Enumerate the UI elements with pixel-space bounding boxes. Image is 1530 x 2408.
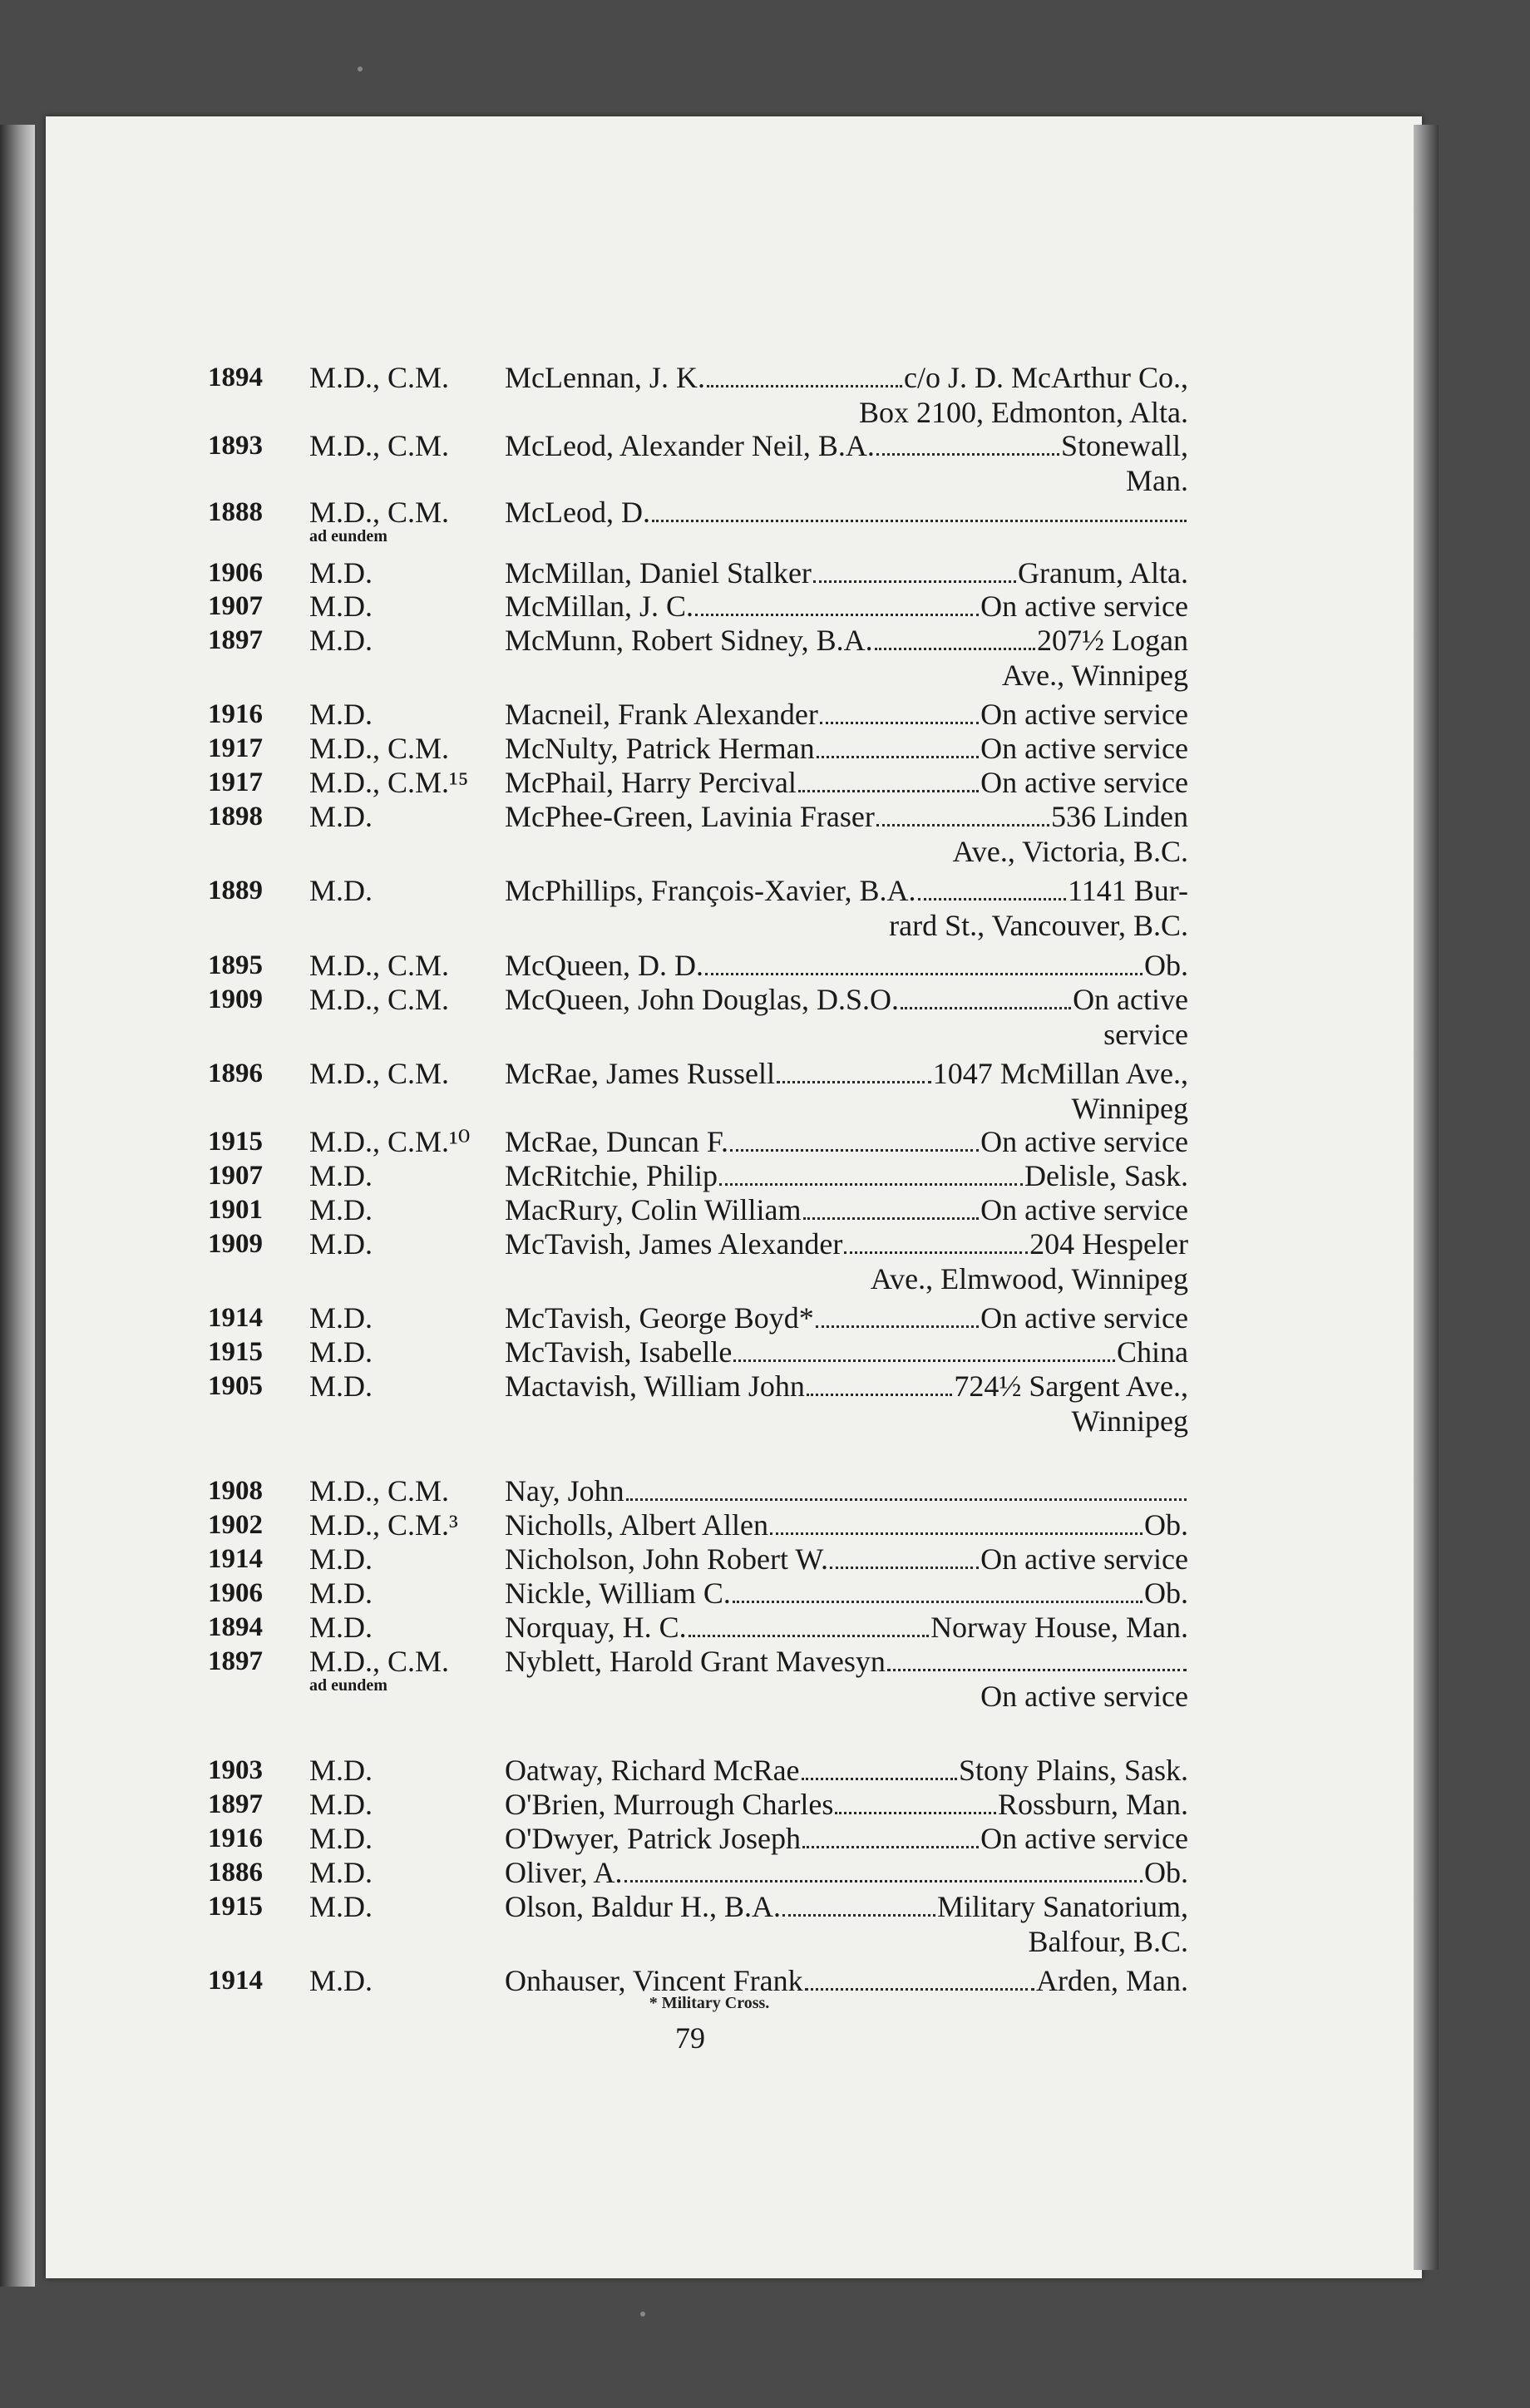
entry-line (505, 1820, 1188, 1857)
graduation-year: 1906 (208, 1578, 263, 1608)
list-item (0, 1854, 1530, 1892)
dot-leader (875, 626, 1035, 650)
person-name: McQueen, John Douglas, D.S.O. (505, 983, 899, 1016)
dot-leader (876, 432, 1059, 456)
entry-line (505, 872, 1188, 909)
list-item (0, 981, 1530, 1051)
address-continuation: service (1103, 1018, 1188, 1051)
page-number: 79 (675, 2021, 705, 2055)
graduation-year: 1896 (208, 1058, 263, 1088)
address: China (1117, 1335, 1188, 1369)
address: On active service (980, 1301, 1188, 1335)
person-name: Nicholson, John Robert W. (505, 1542, 829, 1576)
address-continuation: Ave., Elmwood, Winnipeg (870, 1262, 1188, 1295)
degree: M.D. (309, 1822, 373, 1855)
address: On active service (980, 1822, 1188, 1855)
dot-leader (802, 1756, 957, 1780)
degree: M.D. (309, 1788, 373, 1821)
graduation-year: 1897 (208, 1789, 263, 1819)
degree: M.D., C.M.¹⁰ (309, 1125, 471, 1158)
dot-leader (624, 1858, 1143, 1882)
dot-leader (876, 802, 1049, 827)
person-name: Nay, John (505, 1474, 624, 1507)
degree: M.D. (309, 800, 373, 833)
address: On active (1073, 983, 1188, 1016)
list-item (0, 1507, 1530, 1545)
list-item (0, 1123, 1530, 1162)
degree: M.D., C.M.³ (309, 1508, 458, 1542)
person-name: Macneil, Frank Alexander (505, 698, 818, 731)
list-item (0, 427, 1530, 497)
list-item (0, 1334, 1530, 1372)
graduation-year: 1914 (208, 1544, 263, 1574)
degree: M.D. (309, 698, 373, 731)
entry-line (505, 1609, 1188, 1646)
degree: M.D., C.M. (309, 949, 450, 982)
person-name: McNulty, Patrick Herman (505, 732, 815, 765)
graduation-year: 1893 (208, 431, 263, 461)
entry-line (505, 1123, 1188, 1160)
person-name: McMillan, Daniel Stalker (505, 556, 812, 590)
person-name: McRae, Duncan F. (505, 1125, 729, 1158)
person-name: McLeod, D. (505, 496, 650, 529)
entry-line (505, 1226, 1188, 1262)
degree: M.D., C.M. (309, 983, 450, 1016)
degree: M.D., C.M. (309, 1057, 450, 1090)
degree: M.D. (309, 874, 373, 907)
person-name: Norquay, H. C. (505, 1611, 687, 1644)
degree: M.D. (309, 1542, 373, 1576)
person-name: Nyblett, Harold Grant Mavesyn (505, 1645, 886, 1678)
entry-line (505, 494, 1188, 530)
address-continuation: rard St., Vancouver, B.C. (889, 909, 1188, 942)
person-name: Nicholls, Albert Allen (505, 1508, 768, 1542)
dot-leader (805, 1966, 1034, 1991)
list-item (0, 730, 1530, 768)
degree: M.D., C.M.¹⁵ (309, 766, 469, 799)
person-name: McTavish, Isabelle (505, 1335, 733, 1369)
degree: M.D., C.M. (309, 732, 450, 765)
address: 1141 Bur- (1068, 874, 1188, 907)
graduation-year: 1915 (208, 1892, 263, 1922)
graduation-year: 1897 (208, 625, 263, 655)
person-name: MacRury, Colin William (505, 1193, 802, 1226)
address-continuation: Box 2100, Edmonton, Alta. (859, 396, 1188, 429)
degree: M.D. (309, 1856, 373, 1889)
entry-line (505, 1752, 1188, 1789)
degree: M.D. (309, 624, 373, 657)
list-item (0, 872, 1530, 942)
dot-leader (813, 559, 1016, 583)
address-continuation: Balfour, B.C. (1028, 1925, 1188, 1958)
address: 536 Linden (1051, 800, 1188, 833)
entry-line (505, 1300, 1188, 1336)
entry-line (505, 1334, 1188, 1370)
address-continuation: On active service (980, 1680, 1188, 1713)
list-item (0, 798, 1530, 868)
list-item (0, 1541, 1530, 1579)
list-item (0, 588, 1530, 626)
graduation-year: 1908 (208, 1476, 263, 1506)
list-item (0, 1473, 1530, 1511)
list-item (0, 696, 1530, 734)
person-name: McPhail, Harry Percival (505, 766, 797, 799)
person-name: McRae, James Russell (505, 1057, 775, 1090)
address-continuation: Man. (1126, 464, 1188, 497)
degree-note: ad eundem (309, 527, 387, 545)
address: Ob. (1144, 1508, 1188, 1542)
entry-line (505, 1157, 1188, 1194)
graduation-year: 1894 (208, 1612, 263, 1642)
address: On active service (980, 766, 1188, 799)
entry-line (505, 764, 1188, 801)
graduation-year: 1886 (208, 1858, 263, 1887)
graduation-year: 1894 (208, 363, 263, 392)
list-item (0, 1820, 1530, 1858)
degree: M.D. (309, 1335, 373, 1369)
degree: M.D., C.M. (309, 361, 450, 394)
address: 207½ Logan (1037, 624, 1188, 657)
entry-line (505, 1854, 1188, 1891)
graduation-year: 1909 (208, 984, 263, 1014)
list-item (0, 1752, 1530, 1790)
dot-leader (626, 1477, 1187, 1501)
paper-speck (640, 2312, 645, 2317)
person-name: Olson, Baldur H., B.A. (505, 1890, 781, 1923)
dot-leader (733, 1579, 1143, 1603)
graduation-year: 1917 (208, 767, 263, 797)
address: Stony Plains, Sask. (958, 1754, 1188, 1787)
dot-leader (733, 1338, 1115, 1362)
entry-line (505, 1473, 1188, 1509)
list-item (0, 1368, 1530, 1438)
degree: M.D. (309, 1227, 373, 1261)
list-item (0, 1609, 1530, 1647)
degree: M.D. (309, 590, 373, 623)
degree: M.D., C.M. (309, 1645, 450, 1678)
address-continuation: Winnipeg (1071, 1092, 1188, 1125)
graduation-year: 1915 (208, 1127, 263, 1157)
dot-leader (901, 985, 1071, 1009)
entry-line (505, 1055, 1188, 1092)
entry-line (505, 555, 1188, 591)
dot-leader (802, 1824, 979, 1848)
list-item (0, 622, 1530, 692)
entry-line (505, 588, 1188, 624)
graduation-year: 1888 (208, 497, 263, 527)
address: c/o J. D. McArthur Co., (904, 361, 1188, 394)
entry-line (505, 1575, 1188, 1611)
dot-leader (688, 1613, 929, 1637)
address: On active service (980, 1542, 1188, 1576)
dot-leader (817, 734, 980, 758)
degree: M.D. (309, 1369, 373, 1403)
dot-leader (705, 951, 1143, 975)
address: 1047 McMillan Ave., (932, 1057, 1188, 1090)
entry-line (505, 947, 1188, 984)
entry-line (505, 1888, 1188, 1925)
entry-line (505, 1643, 1188, 1680)
list-item (0, 1643, 1530, 1713)
entry-line (505, 1541, 1188, 1577)
dot-leader (803, 1196, 980, 1220)
entry-line (505, 1786, 1188, 1823)
address-continuation: Ave., Winnipeg (1001, 659, 1188, 692)
address: Ob. (1144, 949, 1188, 982)
dot-leader (652, 498, 1187, 522)
degree: M.D. (309, 1754, 373, 1787)
address: Rossburn, Man. (997, 1788, 1188, 1821)
person-name: McQueen, D. D. (505, 949, 703, 982)
list-item (0, 764, 1530, 802)
person-name: O'Brien, Murrough Charles (505, 1788, 834, 1821)
address-continuation: Ave., Victoria, B.C. (952, 835, 1188, 868)
person-name: Onhauser, Vincent Frank (505, 1964, 803, 1997)
list-item (0, 1300, 1530, 1338)
address: Military Sanatorium, (937, 1890, 1188, 1923)
graduation-year: 1914 (208, 1303, 263, 1333)
dot-leader (835, 1790, 996, 1814)
address: Ob. (1144, 1856, 1188, 1889)
graduation-year: 1907 (208, 1161, 263, 1191)
degree: M.D., C.M. (309, 1474, 450, 1507)
dot-leader (798, 768, 979, 792)
degree: M.D. (309, 1301, 373, 1335)
person-name: Oliver, A. (505, 1856, 623, 1889)
degree: M.D. (309, 1890, 373, 1923)
address: On active service (980, 1125, 1188, 1158)
list-item (0, 1192, 1530, 1230)
address: Norway House, Man. (930, 1611, 1188, 1644)
degree: M.D. (309, 1577, 373, 1610)
person-name: McTavish, George Boyd* (505, 1301, 814, 1335)
list-item (0, 1888, 1530, 1958)
degree-note: ad eundem (309, 1676, 387, 1695)
entry-line (505, 696, 1188, 733)
person-name: McMunn, Robert Sidney, B.A. (505, 624, 873, 657)
address: 204 Hespeler (1029, 1227, 1188, 1261)
person-name: McPhee-Green, Lavinia Fraser (505, 800, 875, 833)
graduation-year: 1895 (208, 950, 263, 980)
degree: M.D. (309, 1159, 373, 1192)
graduation-year: 1902 (208, 1510, 263, 1540)
address: 724½ Sargent Ave., (954, 1369, 1188, 1403)
address: Stonewall, (1061, 429, 1188, 462)
graduation-year: 1898 (208, 802, 263, 831)
degree: M.D. (309, 1193, 373, 1226)
dot-leader (816, 1304, 979, 1328)
list-item (0, 1157, 1530, 1196)
degree: M.D. (309, 1964, 373, 1997)
list-item (0, 1786, 1530, 1824)
entry-line (505, 359, 1188, 396)
list-item (0, 359, 1530, 429)
graduation-year: 1909 (208, 1229, 263, 1259)
footnote: * Military Cross. (649, 1994, 770, 2012)
person-name: McLeod, Alexander Neil, B.A. (505, 429, 875, 462)
graduation-year: 1897 (208, 1646, 263, 1676)
address: On active service (980, 1193, 1188, 1226)
person-name: Oatway, Richard McRae (505, 1754, 800, 1787)
entry-line (505, 1368, 1188, 1404)
graduation-year: 1917 (208, 733, 263, 763)
dot-leader (887, 1647, 1187, 1671)
person-name: Nickle, William C. (505, 1577, 731, 1610)
person-name: Mactavish, William John (505, 1369, 805, 1403)
address: On active service (980, 590, 1188, 623)
dot-leader (830, 1545, 979, 1569)
list-item (0, 1226, 1530, 1295)
person-name: McRitchie, Philip (505, 1159, 718, 1192)
entry-line (505, 730, 1188, 767)
person-name: O'Dwyer, Patrick Joseph (505, 1822, 801, 1855)
dot-leader (719, 1162, 1023, 1186)
graduation-year: 1915 (208, 1337, 263, 1367)
dot-leader (782, 1892, 935, 1917)
degree: M.D. (309, 556, 373, 590)
entry-line (505, 981, 1188, 1018)
graduation-year: 1901 (208, 1195, 263, 1225)
list-item (0, 1055, 1530, 1125)
degree: M.D. (309, 1611, 373, 1644)
entry-line (505, 798, 1188, 835)
address: On active service (980, 732, 1188, 765)
entry-line (505, 1507, 1188, 1543)
dot-leader (770, 1511, 1143, 1535)
address: On active service (980, 698, 1188, 731)
person-name: McPhillips, François-Xavier, B.A. (505, 874, 916, 907)
graduation-year: 1905 (208, 1371, 263, 1401)
paper-speck (358, 67, 363, 72)
address: Granum, Alta. (1018, 556, 1188, 590)
dot-leader (844, 1230, 1028, 1254)
dot-leader (777, 1059, 931, 1083)
dot-leader (695, 592, 979, 616)
address-continuation: Winnipeg (1071, 1404, 1188, 1438)
degree: M.D., C.M. (309, 496, 450, 529)
dot-leader (918, 876, 1067, 901)
dot-leader (820, 700, 979, 724)
graduation-year: 1903 (208, 1755, 263, 1785)
dot-leader (730, 1128, 979, 1152)
graduation-year: 1914 (208, 1966, 263, 1996)
list-item (0, 1575, 1530, 1613)
address: Delisle, Sask. (1024, 1159, 1188, 1192)
list-item (0, 947, 1530, 985)
graduation-year: 1907 (208, 591, 263, 621)
graduation-year: 1916 (208, 699, 263, 729)
person-name: McLennan, J. K. (505, 361, 705, 394)
graduation-year: 1916 (208, 1823, 263, 1853)
entry-line (505, 427, 1188, 464)
graduation-year: 1906 (208, 558, 263, 588)
address: Arden, Man. (1036, 1964, 1188, 1997)
entry-line (505, 1192, 1188, 1228)
graduation-year: 1889 (208, 876, 263, 905)
dot-leader (707, 363, 902, 387)
address: Ob. (1144, 1577, 1188, 1610)
list-item (0, 494, 1530, 545)
person-name: McMillan, J. C. (505, 590, 694, 623)
dot-leader (807, 1372, 953, 1396)
person-name: McTavish, James Alexander (505, 1227, 843, 1261)
degree: M.D., C.M. (309, 429, 450, 462)
entry-line (505, 622, 1188, 659)
